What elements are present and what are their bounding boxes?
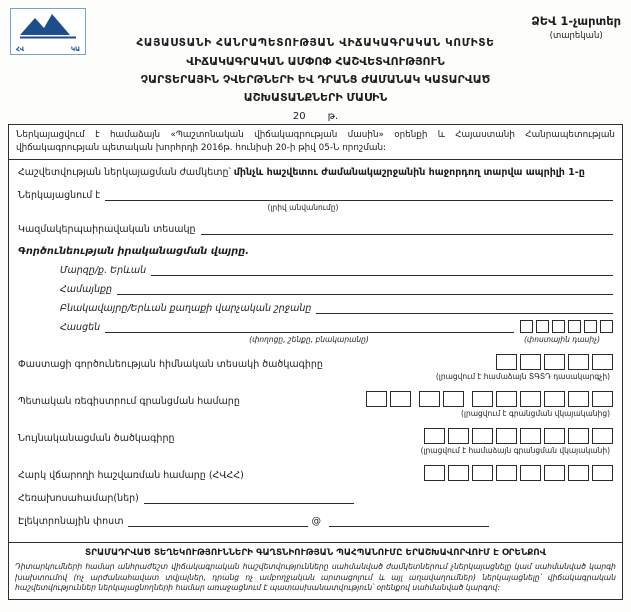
id-code-row [18, 428, 613, 444]
input-cell[interactable] [520, 320, 533, 333]
form-code: ՁԵՎ 1-չարտեր [531, 14, 621, 28]
email-domain-input[interactable] [329, 514, 489, 527]
legal-basis-text: Ներկայացվում է համաձայն «Պաշտոնական վիճակագրության մասին» օրենքի և Հայաստանի Հանրապետության վիճակագրության պետական խորհրդի 2016թ. հունիսի 20-ի թիվ 05-Ն որոշման: [16, 130, 615, 153]
input-cell[interactable] [592, 428, 613, 444]
input-cell[interactable] [568, 428, 589, 444]
logo-letters-left: ՀՎ [16, 46, 25, 53]
input-cell[interactable] [584, 320, 597, 333]
year-input[interactable] [306, 109, 328, 119]
form-body [9, 160, 622, 543]
org-type-input[interactable] [201, 222, 613, 235]
address-input[interactable] [105, 320, 514, 333]
org-type-row [18, 222, 613, 235]
address-hint: (փողոցը, շենքը, բնակարանը) [249, 334, 369, 344]
address-label: Հասցեն [60, 321, 101, 333]
settlement-input[interactable] [316, 301, 613, 314]
report-subject-line2: ԱՇԽԱՏԱՆՔՆԵՐԻ ՄԱՍԻՆ [243, 91, 388, 104]
activity-code-row [18, 354, 613, 370]
address-row [60, 320, 613, 333]
year-suffix: թ. [327, 111, 339, 122]
address-hints-row [105, 335, 611, 344]
email-row [18, 514, 613, 527]
register-number-hint: (լրացվում է գրանցման վկայականից) [460, 408, 610, 418]
activity-code-boxes [496, 354, 613, 370]
input-cell[interactable] [520, 391, 541, 407]
input-cell[interactable] [536, 320, 549, 333]
logo-letters-right: ԿԱ [70, 46, 80, 53]
form-masthead [8, 6, 623, 124]
deadline-line [18, 167, 613, 178]
input-cell[interactable] [520, 354, 541, 370]
box-group [520, 320, 613, 333]
form-frame [8, 124, 623, 600]
postal-code-hint: (փոստային դասիչ) [523, 334, 601, 344]
community-row [60, 282, 613, 295]
form-code-block [531, 14, 621, 41]
armstat-logo [10, 8, 86, 55]
id-code-label: Նույնականացման ծածկագիրը [18, 432, 175, 444]
input-cell[interactable] [568, 391, 589, 407]
input-cell[interactable] [592, 465, 613, 481]
input-cell[interactable] [448, 465, 469, 481]
input-cell[interactable] [366, 391, 387, 407]
input-cell[interactable] [472, 428, 493, 444]
box-group [419, 391, 464, 407]
id-code-boxes [424, 428, 613, 444]
input-cell[interactable] [592, 391, 613, 407]
form-footer [9, 542, 622, 599]
input-cell[interactable] [496, 391, 517, 407]
input-cell[interactable] [472, 391, 493, 407]
email-local-input[interactable] [128, 514, 308, 527]
id-code-hint: (լրացվում է համաձայն գրանցման վկայականի) [420, 445, 610, 455]
presented-by-row [18, 188, 613, 201]
at-sign: @ [311, 515, 321, 527]
committee-name: ՀԱՅԱՍՏԱՆԻ ՀԱՆՐԱՊԵՏՈՒԹՅԱՆ ՎԻՃԱԿԱԳՐԱԿԱՆ ԿՈՄԻՏԵ [136, 37, 495, 49]
input-cell[interactable] [552, 320, 565, 333]
input-cell[interactable] [520, 465, 541, 481]
tin-label: Հարկ վճարողի հաշվառման համարը (ՀՎՀՀ) [18, 469, 244, 481]
community-input[interactable] [117, 282, 613, 295]
logo-letters [11, 46, 85, 53]
report-subject-line1: ՉԱՐՏԵՐԱՅԻՆ ՉՎԵՐԹՆԵՐԻ ԵՎ ԴՐԱՆՑ ԺԱՄԱՆԱԿ ԿԱՏԱՐՎԱԾ [140, 73, 491, 86]
input-cell[interactable] [443, 391, 464, 407]
activity-code-hint: (լրացվում է համաձայն ՏԳՏԴ դասակարգչի) [435, 371, 610, 381]
report-year-line [8, 109, 623, 122]
input-cell[interactable] [568, 354, 589, 370]
tin-row [18, 465, 613, 481]
input-cell[interactable] [424, 428, 445, 444]
confidentiality-statement: ՏՐԱՄԱԴՐՎԱԾ ՏԵՂԵԿՈՒԹՅՈՒՆՆԵՐԻ ԳԱՂՏՆԻՈՒԹՅԱՆ ՊԱՀՊԱՆՈՒՄԸ ԵՐԱՇԽԱՎՈՐՎՈՒՄ Է ՕՐԵՆՔՈՎ [84, 548, 547, 559]
mountain-logo-icon [16, 12, 80, 40]
input-cell[interactable] [544, 465, 565, 481]
input-cell[interactable] [390, 391, 411, 407]
email-label: Էլեկտրոնային փոստ [18, 515, 124, 527]
tin-boxes [424, 465, 613, 481]
form-periodicity: (տարեկան) [549, 31, 603, 41]
input-cell[interactable] [544, 391, 565, 407]
marz-row [60, 263, 613, 276]
input-cell[interactable] [544, 354, 565, 370]
phone-input[interactable] [144, 491, 354, 504]
input-cell[interactable] [544, 428, 565, 444]
input-cell[interactable] [592, 354, 613, 370]
box-group [424, 428, 613, 444]
settlement-row [60, 301, 613, 314]
input-cell[interactable] [496, 465, 517, 481]
liability-note: Դիտարկումների համար անհրաժեշտ վիճակագրական հաշվետվությունները սահմանված ժամկետներում չներկայացնելը կամ սահմանված կարգի խախտումով (ոչ արժանահավատ տվյալներ, դրանց ոչ ամբողջական արտացոլում և այլ աղավաղումներ) ներկայացնելը՝ վիճակագրական հաշվետվություններ ներկայացնողների համար առաջացնում է պատասխանատվություն՝ օրենքով սահմանված կարգով: [15, 562, 616, 593]
marz-input[interactable] [151, 263, 613, 276]
box-group [496, 354, 613, 370]
community-label: Համայնքը [60, 283, 113, 295]
input-cell[interactable] [472, 465, 493, 481]
deadline-label: Հաշվետվության ներկայացման ժամկետը՝ [18, 166, 231, 178]
presented-by-input[interactable] [105, 188, 613, 201]
presented-by-label: Ներկայացնում է [18, 189, 101, 201]
input-cell[interactable] [496, 354, 517, 370]
input-cell[interactable] [600, 320, 613, 333]
box-group [472, 391, 613, 407]
input-cell[interactable] [568, 320, 581, 333]
activity-location-title: Գործունեության իրականացման վայրը. [18, 245, 249, 257]
phone-row [18, 491, 613, 504]
box-group [424, 465, 613, 481]
input-cell[interactable] [568, 465, 589, 481]
legal-basis-box [9, 125, 622, 160]
input-cell[interactable] [496, 428, 517, 444]
input-cell[interactable] [520, 428, 541, 444]
year-prefix: 20 [292, 111, 306, 122]
input-cell[interactable] [448, 428, 469, 444]
deadline-value: մինչև հաշվետու ժամանակաշրջանին հաջորդող տարվա ապրիլի 1-ը [233, 166, 585, 178]
activity-code-label: Փաստացի գործունեության հիմնական տեսակի ծածկագիրը [18, 358, 323, 370]
phone-label: Հեռախոսահամար(ներ) [18, 492, 139, 504]
postal-code-boxes [520, 320, 613, 333]
org-type-label: Կազմակերպաիրավական տեսակը [18, 223, 196, 235]
marz-label: Մարզը/ք. Երևան [60, 264, 147, 276]
register-number-row [18, 391, 613, 407]
register-number-label: Պետական ռեգիստրում գրանցման համարը [18, 395, 240, 407]
input-cell[interactable] [419, 391, 440, 407]
box-group [366, 391, 411, 407]
register-number-boxes [366, 391, 613, 407]
input-cell[interactable] [424, 465, 445, 481]
settlement-label: Բնակավայրը/Երևան քաղաքի վարչական շրջանը [60, 302, 312, 314]
presented-by-hint: (լրիվ անվանումը) [267, 202, 339, 212]
report-type-title: ՎԻՃԱԿԱԳՐԱԿԱՆ ԱՄՓՈՓ ՀԱՇՎԵՏՎՈՒԹՅՈՒՆ [186, 55, 445, 68]
